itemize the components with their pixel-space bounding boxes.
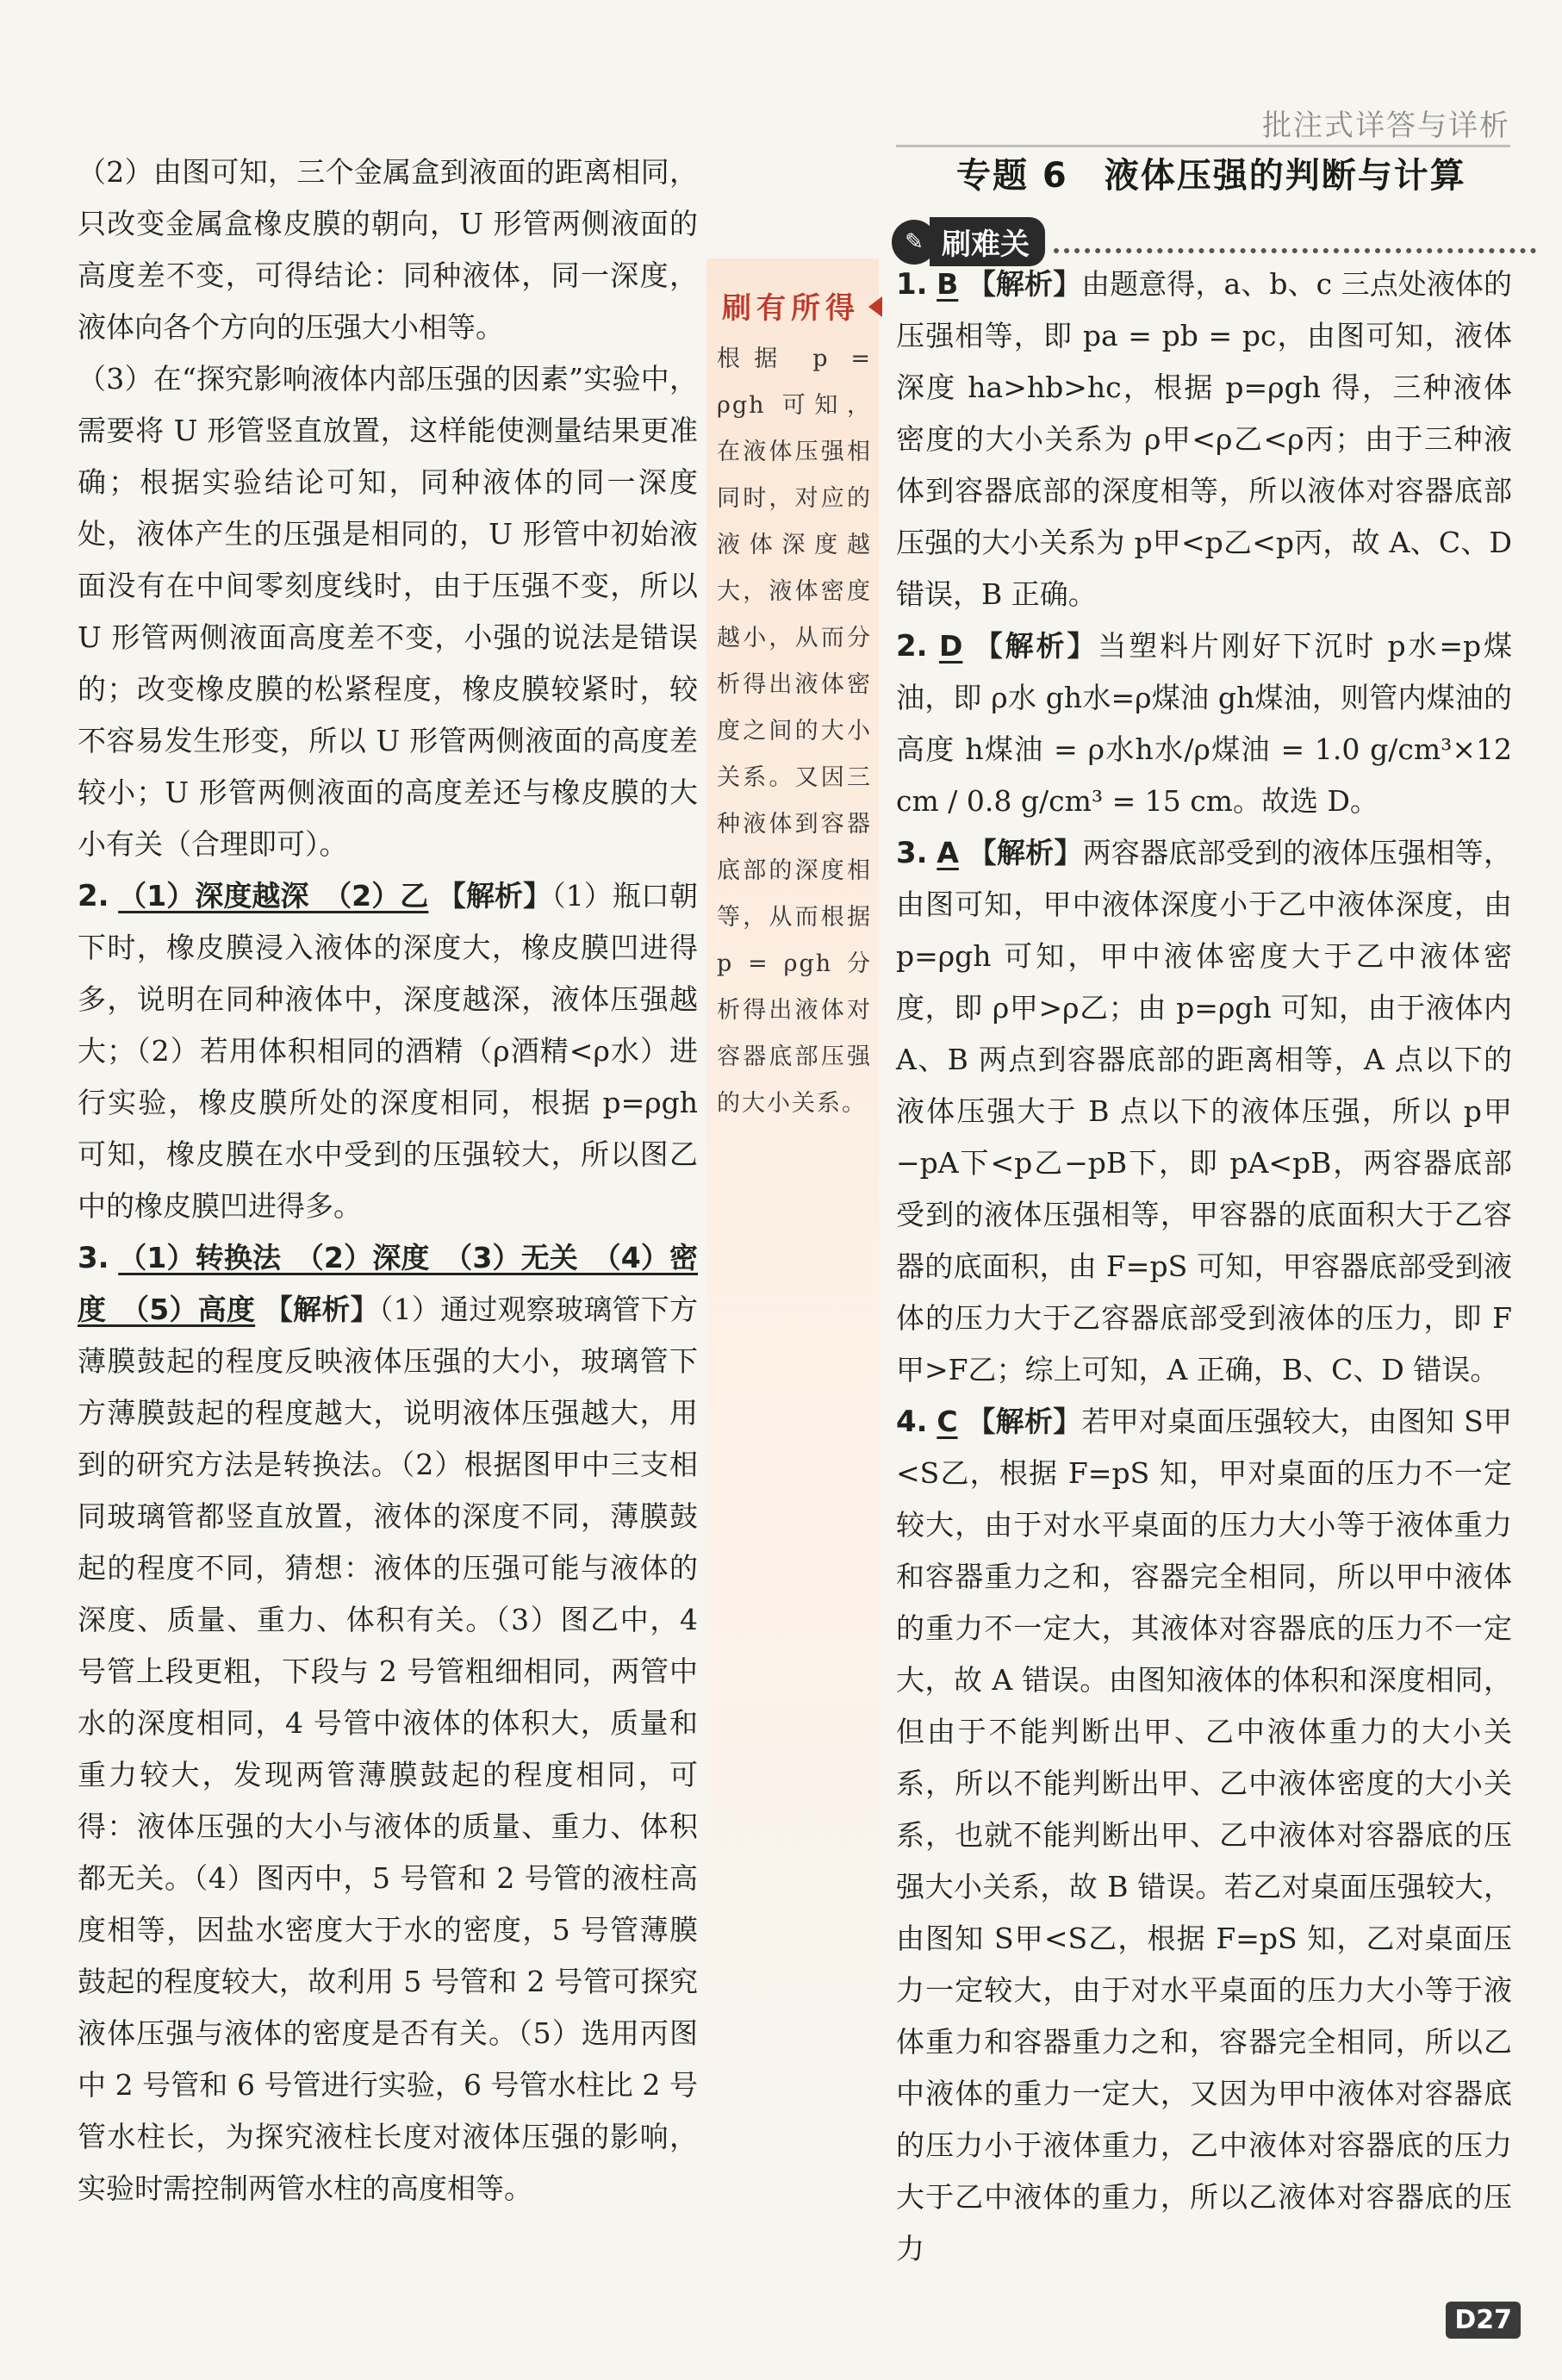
analysis-tag: 【解析】 (967, 1405, 1082, 1438)
topic-title: 专题 6 液体压强的判断与计算 (956, 156, 1466, 196)
analysis-tag: 【解析】 (967, 267, 1082, 301)
analysis-text: （1）通过观察玻璃管下方薄膜鼓起的程度反映液体压强的大小，玻璃管下方薄膜鼓起的程度越大，说明液体压强越大，用到的研究方法是转换法。（2）根据图甲中三支相同玻璃管都竖直放置，液体的深度不同，薄膜鼓起的程度不同，猜想：液体的压强可能与液体的深度、质量、重力、体积有关。（3）图乙中，4 号管上段更粗，下段与 2 号管粗细相同，两管中水的深度相同，4 号管中液体的体积大，质量和重力较大，发现两管薄膜鼓起的程度相同，可得：液体压强的大小与液体的质量、重力、体积都无关。（4）图丙中，5 号管和 2 号管的液柱高度相等，因盐水密度大于水的密度，5 号管薄膜鼓起的程度较大，故利用 5 号管和 2 号管可探究液体压强与液体的密度是否有关。（5）选用丙图中 2 号管和 6 号管进行实验，6 号管水柱比 2 号管水柱长，为探究液柱长度对液体压强的影响，实验时需控制两管水柱的高度相等。 (78, 1293, 699, 2205)
answer-item-2 (78, 870, 698, 1232)
analysis-text: （1）瓶口朝下时，橡皮膜浸入液体的深度大，橡皮膜凹进得多，说明在同种液体中，深度越深，液体压强越大；（2）若用体积相同的酒精（ρ酒精<ρ水）进行实验，橡皮膜所处的深度相同，根据 p=ρgh 可知，橡皮膜在水中受到的压强较大，所以图乙中的橡皮膜凹进得多。 (78, 879, 698, 1223)
paragraph-q1-part3: （3）在“探究影响液体内部压强的因素”实验中，需要将 U 形管竖直放置，这样能使测量结果更准确；根据实验结论可知，同种液体的同一深度处，液体产生的压强是相同的，U 形管中初始液面没有在中间零刻度线时，由于压强不变，所以 U 形管两侧液面高度差不变，小强的说法是错误的；改变橡皮膜的松紧程度，橡皮膜较紧时，较不容易发生形变，所以 U 形管两侧液面的高度差较小；U 形管两侧液面的高度差还与橡皮膜的大小有关（合理即可）。 (78, 362, 698, 861)
analysis-tag: 【解析】 (437, 879, 552, 913)
right-column (896, 259, 1512, 2275)
item-number: 3. (896, 836, 928, 870)
item-number: 2. (78, 879, 109, 913)
analysis-tag: 【解析】 (974, 629, 1098, 663)
item-answers: （1）转换法 （2）深度 （3）无关 （4）密度 （5）高度 (78, 1241, 698, 1326)
left-column (78, 146, 698, 2215)
dotted-divider (1054, 231, 1536, 253)
section-label: 刷难关 (930, 217, 1045, 266)
item-answer: C (937, 1405, 958, 1438)
answer-item-3 (896, 827, 1512, 1396)
item-answer: B (937, 267, 959, 301)
answer-item-1 (896, 259, 1512, 620)
page-number: D27 (1446, 2302, 1521, 2339)
analysis-text: 若甲对桌面压强较大，由图知 S甲<S乙，根据 F=pS 知，甲对桌面的压力不一定较大，由于对水平桌面的压力大小等于液体重力和容器重力之和，容器完全相同，所以甲中液体的重力不一定大，其液体对容器底的压力不一定大，故 A 错误。由图知液体的体积和深度相同，但由于不能判断出甲、乙中液体重力的大小关系，所以不能判断出甲、乙中液体密度的大小关系，也就不能判断出甲、乙中液体对容器底的压强大小关系，故 B 错误。若乙对桌面压强较大，由图知 S甲<S乙，根据 F=pS 知，乙对桌面压力一定较大，由于对水平桌面的压力大小等于液体重力和容器重力之和，容器完全相同，所以乙中液体的重力一定大，又因为甲中液体对容器底的压力小于液体重力，乙中液体对容器底的压力大于乙中液体的重力，所以乙液体对容器底的压力 (896, 1405, 1512, 2265)
arrow-left-icon (868, 296, 882, 317)
margin-note-title: 刷有所得 (722, 291, 860, 326)
header-label: 批注式详答与详析 (1262, 109, 1510, 143)
item-number: 1. (896, 267, 928, 302)
analysis-tag: 【解析】 (968, 836, 1083, 869)
item-number: 3. (78, 1241, 109, 1275)
item-answers: （1）深度越深 （2）乙 (118, 879, 429, 913)
analysis-text: 由题意得，a、b、c 三点处液体的压强相等，即 pa = pb = pc，由图可知，液体深度 ha>hb>hc，根据 p=ρgh 得，三种液体密度的大小关系为 ρ甲<ρ乙<ρ丙；由于三种液体到容器底部的深度相等，所以液体对容器底部压强的大小关系为 p甲<p乙<p丙，故 A、C、D 错误，B 正确。 (896, 267, 1512, 611)
answer-item-3 (78, 1232, 698, 2215)
item-answer: D (938, 629, 963, 663)
item-number: 2. (896, 629, 928, 664)
header-rule (896, 145, 1510, 147)
analysis-text: 两容器底部受到的液体压强相等，由图可知，甲中液体深度小于乙中液体深度，由 p=ρgh 可知，甲中液体密度大于乙中液体密度，即 ρ甲>ρ乙；由 p=ρgh 可知，由于液体内 A、B 两点到容器底部的距离相等，A 点以下的液体压强大于 B 点以下的液体压强，所以 p甲−pA下<p乙−pB下，即 pA<pB，两容器底部受到的液体压强相等，甲容器的底面积大于乙容器的底面积，由 F=pS 可知，甲容器底部受到液体的压力大于乙容器底部受到液体的压力，即 F甲>F乙；综上可知，A 正确，B、C、D 错误。 (896, 836, 1512, 1386)
analysis-text: 当塑料片刚好下沉时 p水=p煤油，即 ρ水 gh水=ρ煤油 gh煤油，则管内煤油的高度 h煤油 = ρ水h水/ρ煤油 = 1.0 g/cm³×12 cm / 0.8 g/cm³ = 15 cm。故选 D。 (896, 629, 1512, 818)
pencil-icon: ✎ (892, 220, 937, 265)
item-answer: A (937, 836, 959, 869)
margin-note-text: 根据 p = ρgh 可知，在液体压强相同时，对应的液体深度越大，液体密度越小，从而分析得出液体密度之间的大小关系。又因三种液体到容器底部的深度相等，从而根据 p = ρgh 分析得出液体对容器底部压强的大小关系。 (717, 346, 872, 1117)
answer-item-4 (896, 1396, 1512, 2275)
answer-item-2 (896, 620, 1512, 827)
margin-note (706, 259, 879, 2292)
item-number: 4. (896, 1405, 928, 1439)
paragraph-q1-part2: （2）由图可知，三个金属盒到液面的距离相同，只改变金属盒橡皮膜的朝向，U 形管两侧液面的高度差不变，可得结论：同种液体，同一深度，液体向各个方向的压强大小相等。 (78, 155, 698, 344)
analysis-tag: 【解析】 (264, 1293, 379, 1326)
